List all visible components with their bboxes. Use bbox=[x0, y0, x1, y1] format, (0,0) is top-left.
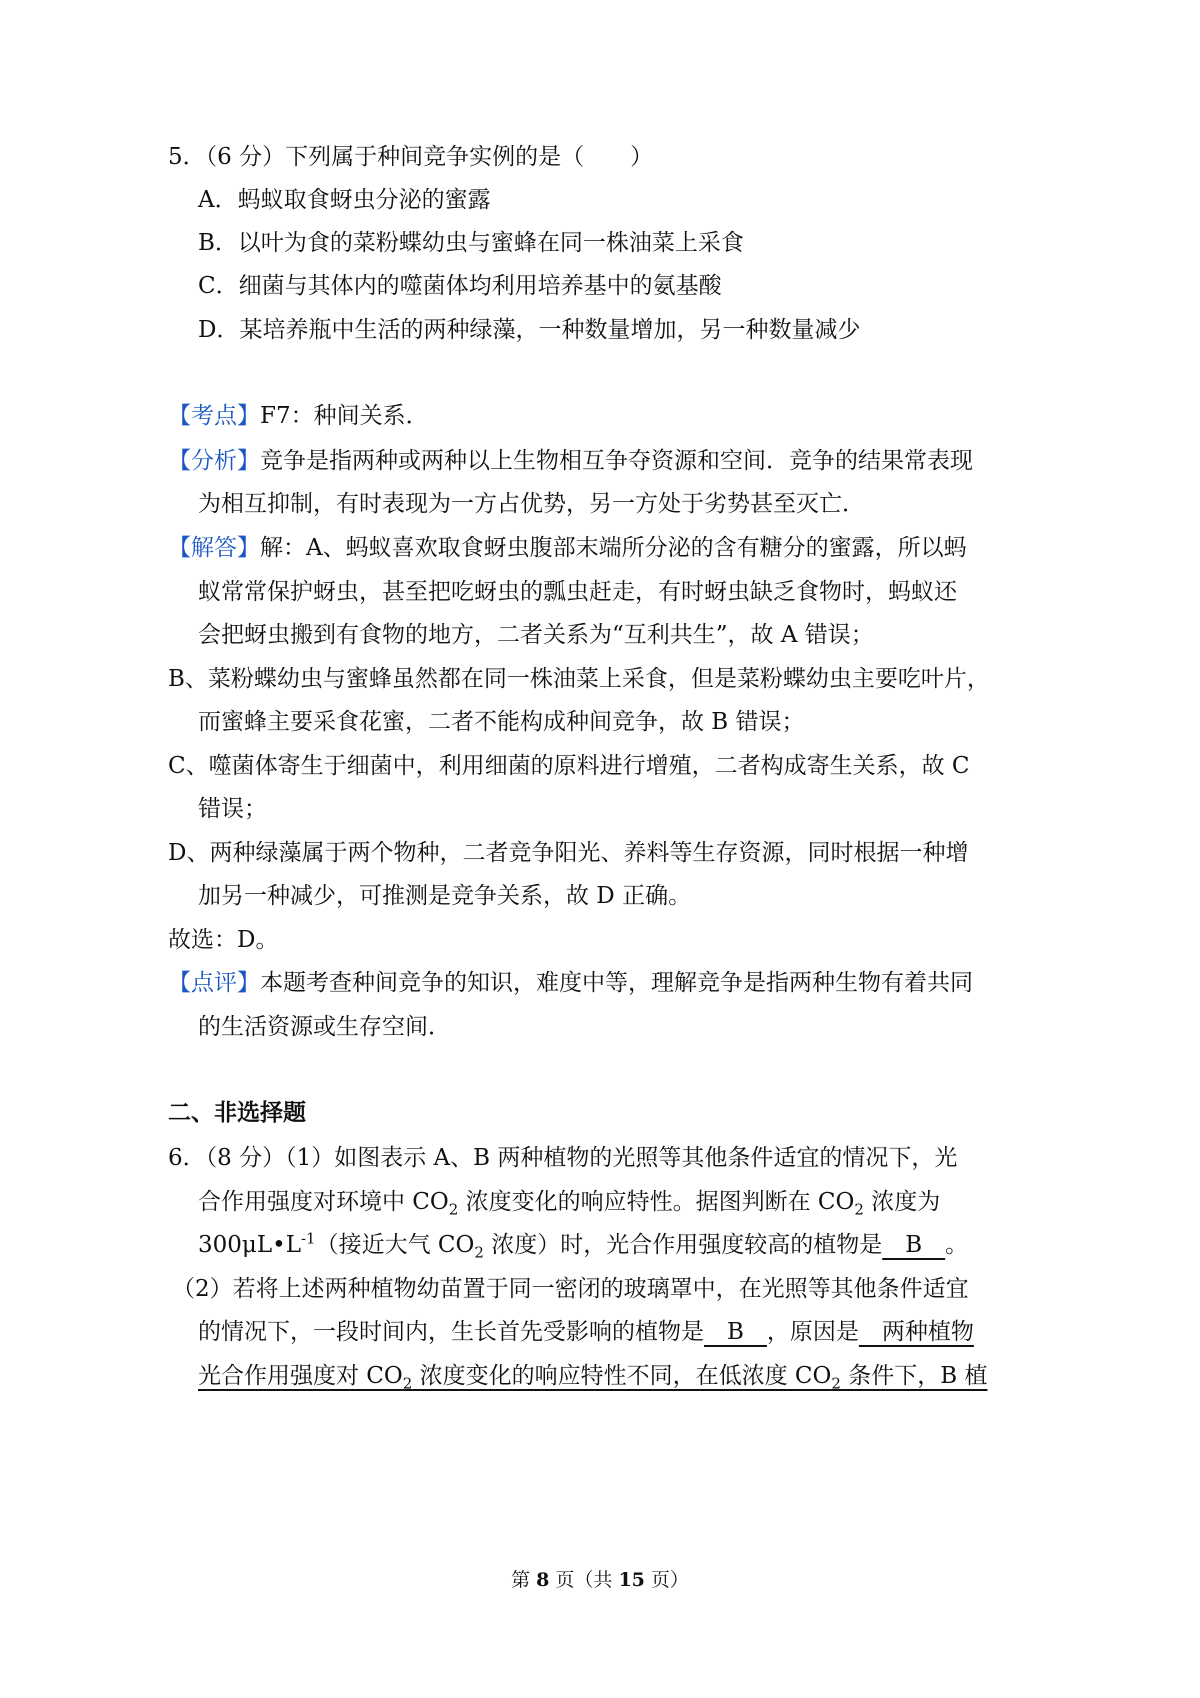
q6-l2b: 浓度变化的响应特性。据图判断在 CO bbox=[458, 1189, 855, 1215]
q6-p2-l3b: 浓度变化的响应特性不同，在低浓度 CO bbox=[412, 1363, 832, 1389]
fenxi-tag: 【分析】 bbox=[168, 448, 260, 474]
q6-part2-line-2 bbox=[198, 1316, 974, 1348]
q6-answer-3-start: 两种植物 bbox=[858, 1319, 974, 1345]
jieda-line-9: 加另一种减少，可推测是竞争关系，故 D 正确。 bbox=[198, 883, 692, 909]
footer-post: 页） bbox=[644, 1569, 689, 1591]
q6-line-1: 6．（8 分）（1）如图表示 A、B 两种植物的光照等其他条件适宜的情况下，光 bbox=[168, 1145, 958, 1171]
sub-2: 2 bbox=[474, 1243, 484, 1262]
page-footer bbox=[0, 1568, 1200, 1592]
jieda-tag: 【解答】 bbox=[168, 535, 260, 561]
q6-l3a: 300μL•L bbox=[198, 1232, 301, 1258]
sub-2: 2 bbox=[854, 1200, 864, 1219]
q5-option-d: D．某培养瓶中生活的两种绿藻，一种数量增加，另一种数量减少 bbox=[198, 317, 861, 343]
q6-l3b: （接近大气 CO bbox=[315, 1232, 475, 1258]
q6-p2-l3c: 条件下，B 植 bbox=[840, 1363, 988, 1389]
jieda-line-4: B、菜粉蝶幼虫与蜜蜂虽然都在同一株油菜上采食，但是菜粉蝶幼虫主要吃叶片， bbox=[168, 666, 990, 692]
q6-line-2 bbox=[198, 1186, 940, 1218]
jieda-line-5: 而蜜蜂主要采食花蜜，二者不能构成种间竞争，故 B 错误； bbox=[198, 709, 805, 735]
sub-2: 2 bbox=[448, 1200, 459, 1219]
q6-l3end: 。 bbox=[945, 1232, 969, 1258]
kaodian-text: F7：种间关系． bbox=[260, 403, 429, 429]
jieda-line-8: D、两种绿藻属于两个物种，二者竞争阳光、养料等生存资源，同时根据一种增 bbox=[168, 840, 969, 866]
footer-pre: 第 bbox=[511, 1569, 537, 1591]
jieda-line-6: C、噬菌体寄生于细菌中，利用细菌的原料进行增殖，二者构成寄生关系，故 C bbox=[168, 753, 970, 779]
footer-mid: 页（共 bbox=[549, 1569, 619, 1591]
fenxi-text-1: 竞争是指两种或两种以上生物相互争夺资源和空间．竞争的结果常表现 bbox=[260, 448, 973, 474]
q6-part2-line-3 bbox=[198, 1360, 987, 1392]
q6-p2-l2a: 的情况下，一段时间内，生长首先受影响的植物是 bbox=[198, 1319, 704, 1345]
q6-l2c: 浓度为 bbox=[863, 1189, 941, 1215]
fenxi-line-2: 为相互抑制，有时表现为一方占优势，另一方处于劣势甚至灭亡． bbox=[198, 491, 865, 517]
q6-p2-l3a: 光合作用强度对 CO bbox=[198, 1363, 403, 1389]
sup-minus1: -1 bbox=[300, 1229, 316, 1248]
q5-option-c: C．细菌与其体内的噬菌体均利用培养基中的氨基酸 bbox=[198, 273, 722, 299]
fenxi-line-1 bbox=[168, 445, 973, 477]
footer-total-pages: 15 bbox=[618, 1569, 645, 1591]
q6-answer-1: B bbox=[882, 1232, 946, 1258]
jieda-line-2: 蚁常常保护蚜虫，甚至把吃蚜虫的瓢虫赶走，有时蚜虫缺乏食物时，蚂蚁还 bbox=[198, 579, 957, 605]
dianping-text-1: 本题考查种间竞争的知识，难度中等，理解竞争是指两种生物有着共同 bbox=[260, 970, 973, 996]
jieda-line-1 bbox=[168, 532, 967, 564]
q5-option-a: A．蚂蚁取食蚜虫分泌的蜜露 bbox=[198, 187, 491, 213]
q6-answer-2: B bbox=[704, 1319, 767, 1345]
kaodian-tag: 【考点】 bbox=[168, 403, 260, 429]
q5-option-b: B．以叶为食的菜粉蝶幼虫与蜜蜂在同一株油菜上采食 bbox=[198, 230, 744, 256]
section-heading: 二、非选择题 bbox=[168, 1099, 306, 1126]
sub-2: 2 bbox=[402, 1374, 413, 1393]
jieda-line-3: 会把蚜虫搬到有食物的地方，二者关系为“互利共生”，故 A 错误； bbox=[198, 622, 874, 648]
q6-p2-l2b: ，原因是 bbox=[766, 1319, 859, 1345]
q6-line-3 bbox=[198, 1229, 968, 1261]
q6-l2a: 合作用强度对环境中 CO bbox=[198, 1189, 449, 1215]
q5-stem: 5．（6 分）下列属于种间竞争实例的是（ ） bbox=[168, 144, 654, 170]
dianping-tag: 【点评】 bbox=[168, 970, 260, 996]
sub-2: 2 bbox=[831, 1374, 841, 1393]
q6-l3c: 浓度）时，光合作用强度较高的植物是 bbox=[483, 1232, 883, 1258]
dianping-line-2: 的生活资源或生存空间． bbox=[198, 1014, 451, 1040]
footer-page-number: 8 bbox=[536, 1569, 550, 1591]
q6-part2-line-1: （2）若将上述两种植物幼苗置于同一密闭的玻璃罩中，在光照等其他条件适宜 bbox=[172, 1276, 969, 1302]
jieda-conclusion: 故选：D。 bbox=[168, 927, 279, 953]
jieda-text-1: 解：A、蚂蚁喜欢取食蚜虫腹部末端所分泌的含有糖分的蜜露，所以蚂 bbox=[260, 535, 967, 561]
jieda-line-7: 错误； bbox=[198, 796, 267, 822]
kaodian-line bbox=[168, 400, 429, 432]
dianping-line-1 bbox=[168, 967, 973, 999]
